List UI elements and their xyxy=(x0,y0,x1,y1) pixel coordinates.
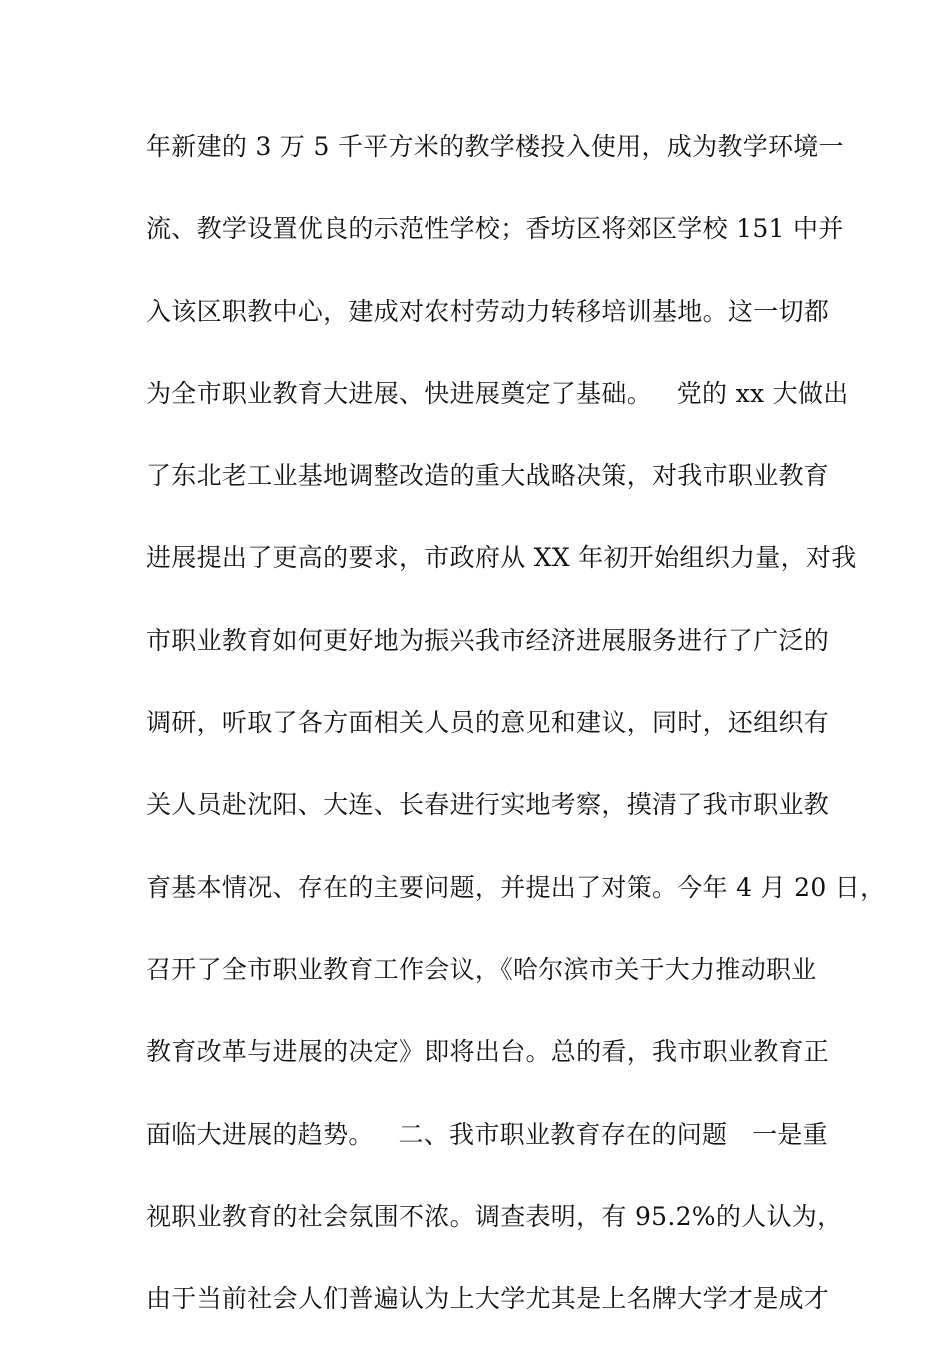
text-line: 入该区职教中心，建成对农村劳动力转移培训基地。这一切都 xyxy=(146,296,830,326)
text-line: 了东北老工业基地调整改造的重大战略决策，对我市职业教育 xyxy=(146,461,830,491)
text-line: 为全市职业教育大进展、快进展奠定了基础。 党的 xx 大做出 xyxy=(146,378,849,408)
text-line: 育基本情况、存在的主要问题，并提出了对策。今年 4 月 20 日， xyxy=(146,872,886,902)
text-line: 召开了全市职业教育工作会议，《哈尔滨市关于大力推动职业 xyxy=(146,954,817,984)
text-line: 面临大进展的趋势。 二、我市职业教育存在的问题 一是重 xyxy=(146,1119,828,1149)
text-line: 进展提出了更高的要求，市政府从 XX 年初开始组织力量，对我 xyxy=(146,543,857,573)
text-line: 关人员赴沈阳、大连、长春进行实地考察，摸清了我市职业教 xyxy=(146,790,830,820)
text-line: 流、教学设置优良的示范性学校；香坊区将郊区学校 151 中并 xyxy=(146,214,844,244)
text-line: 由于当前社会人们普遍认为上大学尤其是上名牌大学才是成才 xyxy=(146,1284,830,1314)
text-line: 调研，听取了各方面相关人员的意见和建议，同时，还组织有 xyxy=(146,708,830,738)
text-line: 视职业教育的社会氛围不浓。调查表明，有 95.2%的人认为， xyxy=(146,1201,843,1231)
text-line: 年新建的 3 万 5 千平方米的教学楼投入使用，成为教学环境一 xyxy=(146,132,844,161)
text-line: 市职业教育如何更好地为振兴我市经济进展服务进行了广泛的 xyxy=(146,625,830,655)
document-body xyxy=(146,128,886,1362)
text-line: 教育改革与进展的决定》即将出台。总的看，我市职业教育正 xyxy=(146,1037,830,1067)
